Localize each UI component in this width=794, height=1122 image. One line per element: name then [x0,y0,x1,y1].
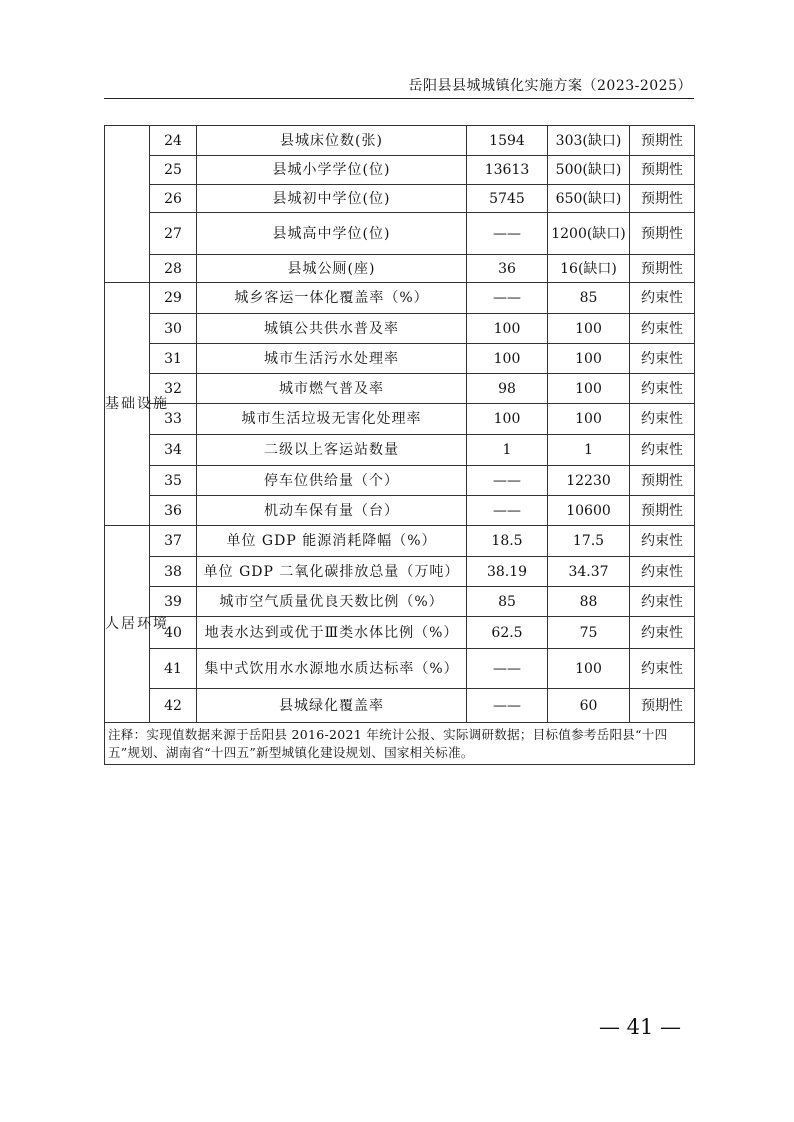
table-row [105,404,695,435]
indicator-name: 城市生活垃圾无害化处理率 [197,404,467,435]
row-number: 30 [150,314,197,344]
actual-value: 100 [467,344,548,374]
row-number: 32 [150,374,197,404]
indicator-name: 单位 GDP 能源消耗降幅（%） [197,526,467,557]
actual-value: 38.19 [467,557,548,587]
table-row [105,526,695,557]
row-number: 36 [150,496,197,526]
indicator-nature: 预期性 [630,496,695,526]
indicator-name: 城镇公共供水普及率 [197,314,467,344]
indicator-nature: 预期性 [630,156,695,185]
table-note: 注释：实现值数据来源于岳阳县 2016-2021 年统计公报、实际调研数据；目标值参考岳阳县“十四五”规划、湖南省“十四五”新型城镇化建设规划、国家相关标准。 [105,723,695,765]
category-cell: 人居环境 [105,526,150,723]
table-row [105,649,695,689]
actual-value: 1 [467,435,548,466]
indicator-nature: 约束性 [630,374,695,404]
indicator-nature: 约束性 [630,344,695,374]
target-value: 303(缺口) [548,126,630,156]
indicator-nature: 预期性 [630,126,695,156]
indicator-nature: 约束性 [630,557,695,587]
indicator-nature: 约束性 [630,404,695,435]
indicator-table-body [105,126,695,765]
indicator-nature: 预期性 [630,255,695,283]
table-note-row [105,723,695,765]
actual-value: 18.5 [467,526,548,557]
table-row [105,213,695,255]
actual-value: —— [467,283,548,314]
actual-value: 100 [467,404,548,435]
row-number: 25 [150,156,197,185]
target-value: 100 [548,374,630,404]
target-value: 100 [548,344,630,374]
target-value: 100 [548,314,630,344]
target-value: 85 [548,283,630,314]
table-row [105,126,695,156]
target-value: 100 [548,404,630,435]
indicator-nature: 预期性 [630,466,695,496]
actual-value: —— [467,496,548,526]
indicator-name: 集中式饮用水水源地水质达标率（%） [197,649,467,689]
indicator-nature: 约束性 [630,617,695,649]
table-row [105,587,695,617]
row-number: 38 [150,557,197,587]
table-row [105,283,695,314]
target-value: 12230 [548,466,630,496]
indicator-nature: 预期性 [630,213,695,255]
table-row [105,156,695,185]
row-number: 35 [150,466,197,496]
actual-value: 1594 [467,126,548,156]
row-number: 31 [150,344,197,374]
indicator-name: 地表水达到或优于Ⅲ类水体比例（%） [197,617,467,649]
target-value: 60 [548,689,630,723]
row-number: 42 [150,689,197,723]
table-row [105,314,695,344]
indicator-name: 城市空气质量优良天数比例（%） [197,587,467,617]
target-value: 34.37 [548,557,630,587]
table-row [105,496,695,526]
table-row [105,344,695,374]
indicator-nature: 约束性 [630,587,695,617]
table-row [105,617,695,649]
row-number: 34 [150,435,197,466]
actual-value: —— [467,649,548,689]
table-row [105,557,695,587]
indicator-name: 单位 GDP 二氧化碳排放总量（万吨） [197,557,467,587]
actual-value: 36 [467,255,548,283]
table-row [105,435,695,466]
indicator-name: 机动车保有量（台） [197,496,467,526]
target-value: 88 [548,587,630,617]
target-value: 1 [548,435,630,466]
table-row [105,255,695,283]
target-value: 1200(缺口) [548,213,630,255]
indicator-nature: 约束性 [630,283,695,314]
table-row [105,374,695,404]
header-rule [104,98,694,99]
table-row [105,466,695,496]
indicator-name: 县城初中学位(位) [197,185,467,213]
indicator-nature: 预期性 [630,185,695,213]
actual-value: 85 [467,587,548,617]
indicator-table [104,125,695,765]
target-value: 100 [548,649,630,689]
actual-value: 5745 [467,185,548,213]
page-number: — 41 — [598,1015,682,1039]
row-number: 37 [150,526,197,557]
indicator-name: 城市燃气普及率 [197,374,467,404]
actual-value: 98 [467,374,548,404]
target-value: 10600 [548,496,630,526]
row-number: 27 [150,213,197,255]
row-number: 41 [150,649,197,689]
row-number: 24 [150,126,197,156]
target-value: 75 [548,617,630,649]
target-value: 16(缺口) [548,255,630,283]
row-number: 28 [150,255,197,283]
indicator-name: 城市生活污水处理率 [197,344,467,374]
indicator-nature: 约束性 [630,649,695,689]
indicator-name: 县城床位数(张) [197,126,467,156]
row-number: 26 [150,185,197,213]
category-cell [105,126,150,283]
indicator-name: 县城公厕(座) [197,255,467,283]
actual-value: —— [467,213,548,255]
indicator-nature: 约束性 [630,526,695,557]
actual-value: 13613 [467,156,548,185]
actual-value: 100 [467,314,548,344]
indicator-name: 停车位供给量（个） [197,466,467,496]
indicator-nature: 预期性 [630,689,695,723]
actual-value: 62.5 [467,617,548,649]
indicator-name: 县城高中学位(位) [197,213,467,255]
actual-value: —— [467,466,548,496]
indicator-nature: 约束性 [630,314,695,344]
table-row [105,689,695,723]
indicator-name: 县城绿化覆盖率 [197,689,467,723]
indicator-name: 城乡客运一体化覆盖率（%） [197,283,467,314]
indicator-name: 二级以上客运站数量 [197,435,467,466]
row-number: 33 [150,404,197,435]
table-row [105,185,695,213]
actual-value: —— [467,689,548,723]
indicator-name: 县城小学学位(位) [197,156,467,185]
indicator-nature: 约束性 [630,435,695,466]
target-value: 17.5 [548,526,630,557]
row-number: 40 [150,617,197,649]
target-value: 500(缺口) [548,156,630,185]
target-value: 650(缺口) [548,185,630,213]
row-number: 39 [150,587,197,617]
document-header: 岳阳县县城城镇化实施方案（2023-2025） [408,78,692,94]
category-cell: 基础设施 [105,283,150,526]
row-number: 29 [150,283,197,314]
